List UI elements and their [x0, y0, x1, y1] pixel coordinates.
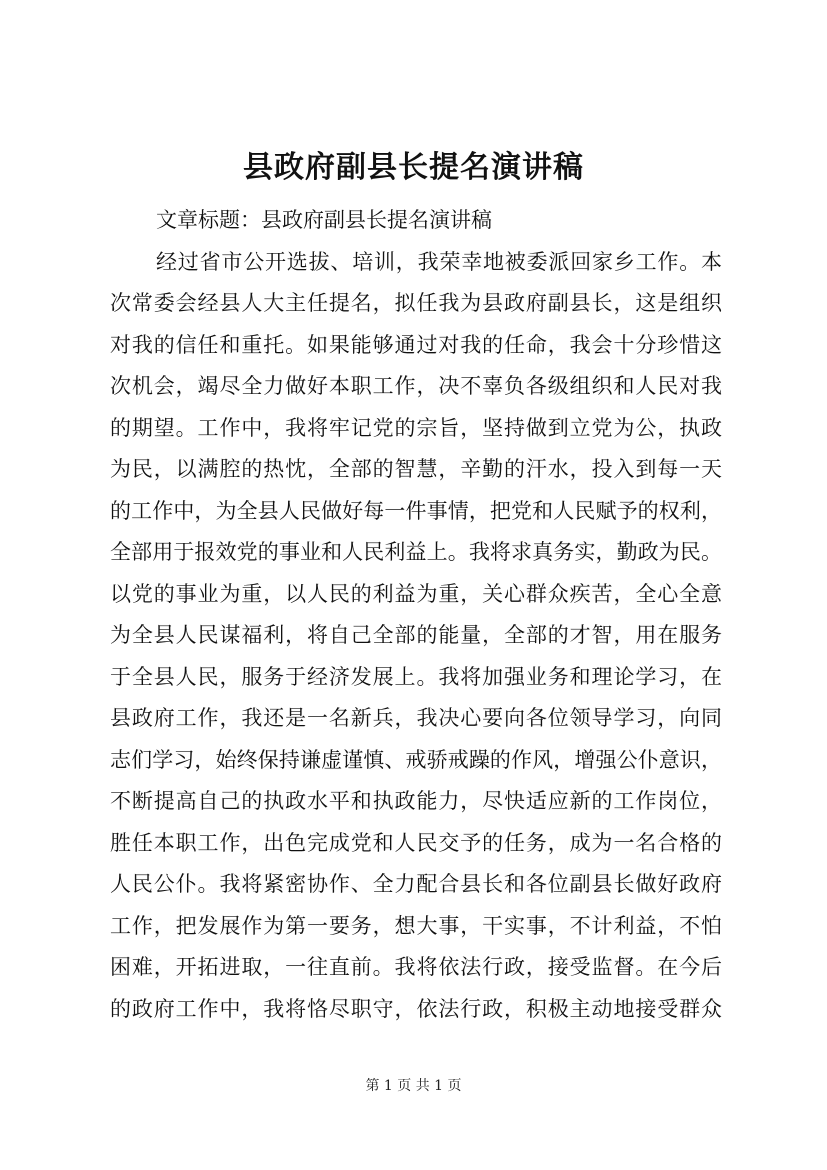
paragraph-line: 为全县人民谋福利，将自己全部的能量，全部的才智，用在服务 [110, 623, 722, 647]
document-title: 县政府副县长提名演讲稿 [243, 150, 584, 185]
paragraph-line: 于全县人民，服务于经济发展上。我将加强业务和理论学习，在 [110, 664, 722, 689]
paragraph-line: 困难，开拓进取，一往直前。我将依法行政，接受监督。在今后 [110, 955, 722, 979]
paragraph-line: 工作，把发展作为第一要务，想大事，干实事，不计利益，不怕 [110, 913, 722, 938]
paragraph-line: 次常委会经县人大主任提名，拟任我为县政府副县长，这是组织 [110, 291, 722, 315]
article-title-line: 文章标题：县政府副县长提名演讲稿 [156, 208, 492, 232]
paragraph-line: 志们学习，始终保持谦虚谨慎、戒骄戒躁的作风，增强公仆意识， [110, 747, 722, 772]
paragraph-line: 人民公仆。我将紧密协作、全力配合县长和各位副县长做好政府 [110, 872, 722, 896]
paragraph-line: 不断提高自己的执政水平和执政能力，尽快适应新的工作岗位， [110, 789, 722, 813]
paragraph-line: 对我的信任和重托。如果能够通过对我的任命，我会十分珍惜这 [110, 332, 722, 357]
paragraph-line: 次机会，竭尽全力做好本职工作，决不辜负各级组织和人民对我 [110, 374, 722, 398]
paragraph-line: 经过省市公开选拔、培训，我荣幸地被委派回家乡工作。本 [156, 249, 722, 274]
paragraph-line: 胜任本职工作，出色完成党和人民交予的任务，成为一名合格的 [110, 830, 722, 855]
paragraph-line: 为民，以满腔的热忱，全部的智慧，辛勤的汗水，投入到每一天 [110, 457, 722, 481]
page-footer: 第 1 页 共 1 页 [365, 1078, 462, 1094]
paragraph-line: 全部用于报效党的事业和人民利益上。我将求真务实，勤政为民。 [110, 540, 722, 564]
paragraph-line: 的期望。工作中，我将牢记党的宗旨，坚持做到立党为公，执政 [110, 415, 722, 440]
paragraph-line: 的工作中，为全县人民做好每一件事情，把党和人民赋予的权利， [110, 498, 722, 523]
paragraph-line: 以党的事业为重，以人民的利益为重，关心群众疾苦，全心全意 [110, 581, 722, 606]
paragraph-line: 县政府工作，我还是一名新兵，我决心要向各位领导学习，向同 [110, 706, 722, 730]
document-body [110, 200, 722, 1030]
paragraph-line: 的政府工作中，我将恪尽职守，依法行政，积极主动地接受群众 [110, 996, 722, 1021]
